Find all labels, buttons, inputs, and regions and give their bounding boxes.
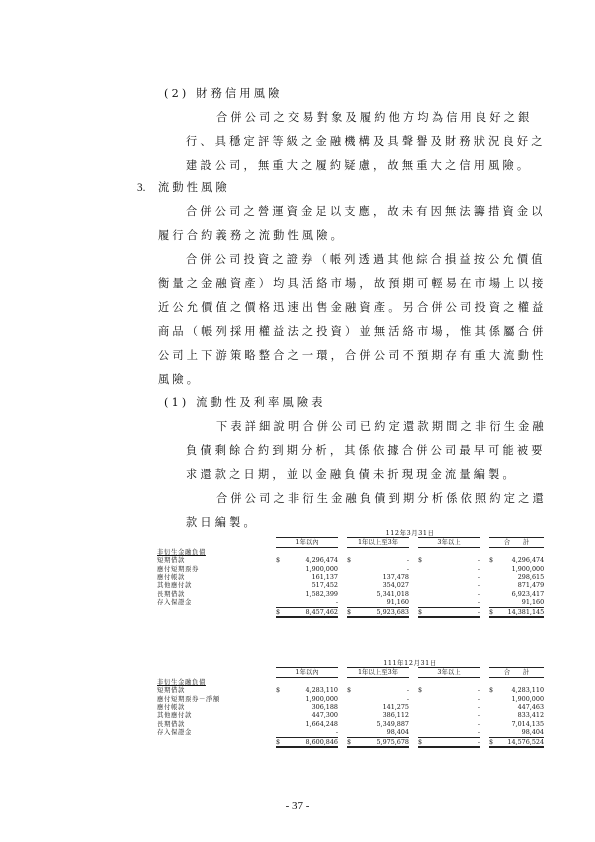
row-label: 存入保證金	[157, 598, 192, 607]
dollar-sign: $	[276, 607, 286, 617]
dollar-sign	[489, 565, 499, 573]
cell-value: 141,275	[382, 703, 409, 712]
dollar-sign	[418, 581, 428, 589]
heading-liquidity-risk: 流動性風險	[158, 181, 230, 194]
dollar-sign	[489, 711, 499, 719]
total-value: 8,457,462	[286, 607, 338, 617]
paragraph-line: 合併公司之交易對象及履約他方均為信用良好之銀	[216, 111, 533, 124]
column-header: 1年以內	[276, 538, 338, 547]
column-header: 合 計	[489, 538, 544, 547]
dollar-sign	[276, 703, 286, 711]
dollar-sign: $	[347, 737, 357, 747]
dollar-sign	[347, 581, 357, 589]
cell-value: 91,160	[386, 598, 409, 607]
cell-value: 354,027	[382, 581, 409, 590]
column-header: 3年以上	[418, 538, 480, 547]
cell-value: -	[477, 694, 480, 703]
dollar-sign	[347, 590, 357, 598]
dollar-sign	[276, 695, 286, 703]
heading-liquidity-interest-table: (1) 流動性及利率風險表	[164, 396, 326, 409]
row-label: 長期借款	[157, 589, 185, 598]
cell-value: -	[406, 686, 409, 695]
column-header: 合 計	[489, 668, 544, 677]
paragraph-line: 近公允價值之價格迅速出售金融資產。另合併公司投資之權益	[158, 301, 547, 314]
cell-value: -	[335, 728, 338, 737]
row-label: 長期借款	[157, 719, 185, 728]
cell-value: -	[477, 573, 480, 582]
total-value: 5,975,678	[357, 737, 409, 747]
cell-value: -	[477, 598, 480, 607]
paragraph-line: 求還款之日期，並以金融負債未折現現金流量編製。	[186, 468, 517, 481]
paragraph-line: 履行合約義務之流動性風險。	[158, 229, 346, 242]
dollar-sign: $	[418, 607, 428, 617]
dollar-sign	[347, 573, 357, 581]
dollar-sign	[418, 711, 428, 719]
cell-value: 91,160	[521, 598, 545, 607]
dollar-sign	[489, 590, 499, 598]
dollar-sign: $	[276, 737, 286, 747]
cell-value: 98,404	[386, 728, 409, 737]
cell-value: 447,463	[517, 703, 545, 712]
paragraph-line: 風險。	[158, 373, 202, 386]
cell-value: -	[477, 719, 480, 728]
dollar-sign	[276, 590, 286, 598]
section-number: 3.	[137, 182, 146, 194]
cell-value: -	[406, 556, 409, 565]
row-label: 其他應付款	[157, 711, 192, 720]
heading-financial-credit-risk: (2) 財務信用風險	[164, 87, 283, 100]
dollar-sign	[418, 565, 428, 573]
table-row	[157, 573, 544, 581]
cell-value: 98,404	[521, 728, 545, 737]
cell-value: -	[477, 564, 480, 573]
row-label: 短期借款	[157, 556, 185, 565]
paragraph-line: 下表詳細說明合併公司已約定還款期間之非衍生金融	[216, 420, 547, 433]
total-value: 8,600,846	[286, 737, 338, 747]
cell-value: 1,900,000	[305, 564, 338, 573]
column-header: 1年以上至3年	[347, 538, 409, 547]
cell-value: -	[477, 728, 480, 737]
cell-value: 4,296,474	[305, 556, 338, 565]
maturity-table-2023	[157, 529, 544, 618]
cell-value: -	[477, 581, 480, 590]
dollar-sign: $	[347, 607, 357, 617]
cell-value: 6,923,417	[511, 589, 545, 598]
total-value: 14,576,524	[499, 737, 544, 747]
dollar-sign	[276, 581, 286, 589]
row-label: 應付帳款	[157, 703, 185, 712]
dollar-sign: $	[418, 686, 423, 695]
dollar-sign: $	[276, 556, 281, 565]
dollar-sign	[347, 598, 357, 607]
paragraph-line: 合併公司之非衍生金融負債到期分析係依照約定之還	[216, 492, 547, 505]
table-body	[157, 556, 544, 617]
cell-value: 306,188	[311, 703, 338, 712]
table-row	[157, 720, 544, 728]
row-label: 應付短期票券－淨額	[157, 694, 220, 703]
paragraph-line: 合併公司投資之證券（帳列透過其他綜合損益按公允價值	[186, 253, 546, 266]
cell-value: 517,452	[311, 581, 338, 590]
table-row	[157, 728, 544, 737]
dollar-sign: $	[418, 737, 428, 747]
paragraph-line: 合併公司之營運資金足以支應，故未有因無法籌措資金以	[186, 205, 546, 218]
dollar-sign	[418, 720, 428, 728]
section-label: 非衍生金融負債	[157, 547, 206, 556]
dollar-sign	[418, 728, 428, 737]
total-row	[157, 607, 544, 617]
table-row	[157, 598, 544, 607]
table-row	[157, 703, 544, 711]
paragraph-line: 建設公司，無重大之履約疑慮，故無重大之信用風險。	[186, 159, 532, 172]
dollar-sign: $	[418, 556, 423, 565]
dollar-sign	[418, 590, 428, 598]
table-row	[157, 686, 544, 694]
column-header: 1年以內	[276, 668, 338, 677]
cell-value: 4,296,474	[511, 556, 545, 565]
section-label: 非衍生金融負債	[157, 677, 206, 686]
total-value: 14,381,145	[499, 607, 544, 617]
table-row	[157, 581, 544, 589]
dollar-sign	[276, 720, 286, 728]
dollar-sign	[489, 703, 499, 711]
cell-value: 4,283,110	[305, 686, 338, 695]
column-header: 3年以上	[418, 668, 480, 677]
dollar-sign	[489, 573, 499, 581]
dollar-sign	[347, 695, 357, 703]
row-label: 短期借款	[157, 686, 185, 695]
cell-value: 137,478	[382, 573, 409, 582]
table-row	[157, 590, 544, 598]
cell-value: 5,349,887	[376, 719, 409, 728]
table-row	[157, 695, 544, 703]
table-row	[157, 556, 544, 564]
total-value: -	[428, 607, 480, 617]
cell-value: 833,412	[517, 711, 545, 720]
table-row	[157, 711, 544, 719]
cell-value: -	[477, 703, 480, 712]
paragraph-line: 款日編製。	[186, 516, 258, 529]
paragraph-line: 負債剩餘合約到期分析，其係依據合併公司最早可能被要	[186, 444, 546, 457]
cell-value: 1,664,248	[305, 719, 338, 728]
dollar-sign	[276, 711, 286, 719]
total-value: 5,923,683	[357, 607, 409, 617]
cell-value: 447,300	[311, 711, 338, 720]
dollar-sign	[489, 581, 499, 589]
total-row	[157, 737, 544, 747]
dollar-sign	[276, 598, 286, 607]
dollar-sign: $	[489, 737, 499, 747]
paragraph-line: 商品（帳列採用權益法之投資）並無活絡市場，惟其係屬合併	[158, 325, 547, 338]
dollar-sign	[347, 565, 357, 573]
row-label: 應付短期票券	[157, 564, 199, 573]
dollar-sign	[418, 573, 428, 581]
paragraph-line: 衡量之金融資產）均具活絡市場，故預期可輕易在市場上以接	[158, 277, 547, 290]
cell-value: 5,341,018	[376, 589, 409, 598]
cell-value: 298,615	[517, 573, 545, 582]
dollar-sign: $	[489, 686, 494, 695]
row-label: 存入保證金	[157, 728, 192, 737]
cell-value: 4,283,110	[511, 686, 545, 695]
dollar-sign: $	[347, 556, 352, 565]
dollar-sign	[347, 711, 357, 719]
cell-value: 1,582,399	[305, 589, 338, 598]
dollar-sign	[418, 695, 428, 703]
dollar-sign	[276, 573, 286, 581]
cell-value: -	[406, 694, 409, 703]
cell-value: 161,137	[311, 573, 338, 582]
row-label: 應付帳款	[157, 573, 185, 582]
page-number: - 37 -	[285, 800, 310, 812]
dollar-sign: $	[489, 607, 499, 617]
dollar-sign	[489, 728, 499, 737]
total-value: -	[428, 737, 480, 747]
dollar-sign	[347, 703, 357, 711]
cell-value: -	[406, 564, 409, 573]
dollar-sign: $	[489, 556, 494, 565]
dollar-sign	[276, 728, 286, 737]
maturity-table-2022	[157, 659, 544, 748]
dollar-sign	[418, 598, 428, 607]
cell-value: 1,900,000	[511, 694, 545, 703]
table-row	[157, 565, 544, 573]
dollar-sign: $	[276, 686, 281, 695]
paragraph-line: 行、具穩定評等級之金融機構及具聲譽及財務狀況良好之	[186, 135, 546, 148]
row-label: 其他應付款	[157, 581, 192, 590]
cell-value: 1,900,000	[511, 564, 545, 573]
cell-value: 386,112	[382, 711, 409, 720]
cell-value: -	[335, 598, 338, 607]
table-body	[157, 686, 544, 747]
table-date-caption: 112年3月31日	[385, 529, 435, 537]
dollar-sign	[489, 695, 499, 703]
dollar-sign: $	[347, 686, 352, 695]
cell-value: 871,479	[517, 581, 545, 590]
dollar-sign	[347, 720, 357, 728]
cell-value: 7,014,135	[511, 719, 545, 728]
dollar-sign	[489, 598, 499, 607]
dollar-sign	[418, 703, 428, 711]
cell-value: -	[477, 686, 480, 695]
column-header: 1年以上至3年	[347, 668, 409, 677]
dollar-sign	[489, 720, 499, 728]
dollar-sign	[276, 565, 286, 573]
cell-value: -	[477, 589, 480, 598]
cell-value: -	[477, 556, 480, 565]
table-date-caption: 111年12月31日	[383, 659, 437, 667]
cell-value: -	[477, 711, 480, 720]
paragraph-line: 公司上下游策略整合之一環，合併公司不預期存有重大流動性	[158, 349, 547, 362]
cell-value: 1,900,000	[305, 694, 338, 703]
dollar-sign	[347, 728, 357, 737]
